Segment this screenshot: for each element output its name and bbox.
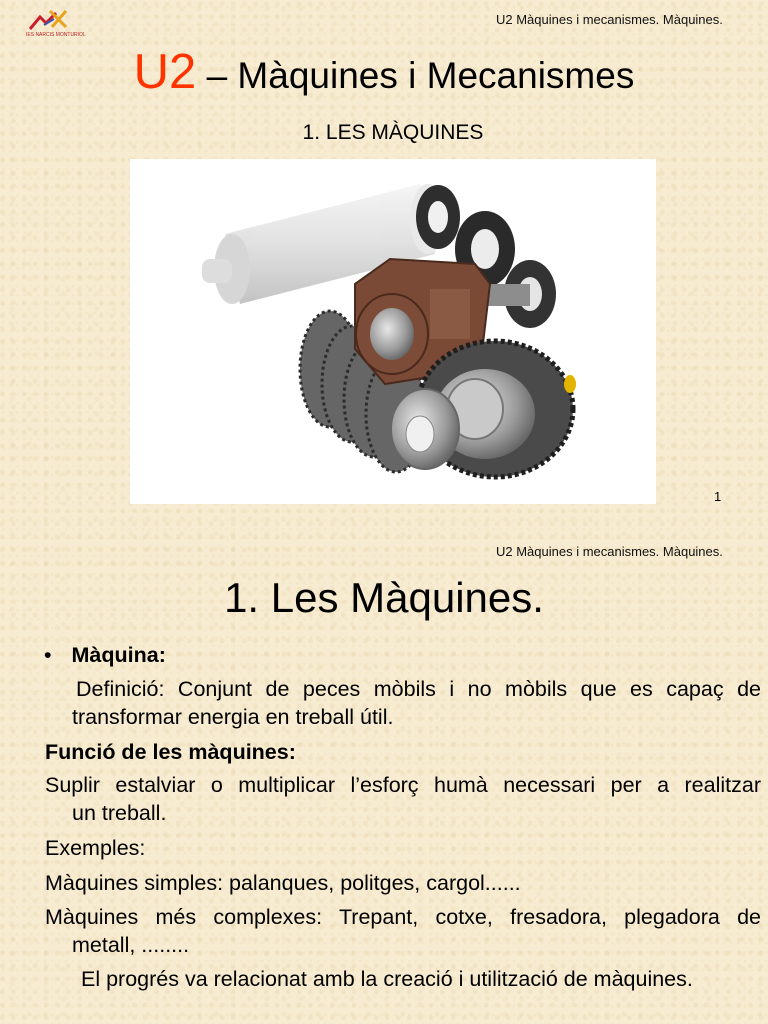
complex-machines-line-1: Màquines més complexes: Trepant, cotxe, fresadora, plegadora de (45, 905, 761, 929)
examples-label: Exemples: (45, 836, 146, 860)
title-text: – Màquines i Mecanismes (196, 55, 635, 96)
slide1-title (0, 44, 768, 100)
logo-caption: IES NARCIS MONTURIOL (26, 32, 86, 38)
bullet-icon: • (44, 643, 52, 667)
function-line-2: un treball. (72, 801, 167, 825)
gearbox-illustration (130, 159, 656, 504)
definition-line-1: Definició: Conjunt de peces mòbils i no mòbils que es capaç de (76, 677, 761, 701)
definition-line-2: transformar energia en treball útil. (72, 705, 394, 729)
function-line-1: Suplir estalviar o multiplicar l’esforç humà necessari per a realitzar (45, 773, 761, 797)
slide2-header: U2 Màquines i mecanismes. Màquines. (496, 544, 723, 559)
page-number: 1 (714, 489, 722, 504)
progress-line: El progrés va relacionat amb la creació i utilització de màquines. (81, 967, 693, 991)
function-heading-text: Funció de les màquines: (45, 740, 296, 764)
school-logo (26, 7, 86, 39)
complex-machines-line-2: metall, ........ (72, 933, 190, 957)
slide1-subtitle: 1. LES MÀQUINES (302, 121, 484, 144)
slide1-header: U2 Màquines i mecanismes. Màquines. (496, 12, 723, 27)
bullet-term: Màquina: (71, 643, 166, 667)
slide2-title: 1. Les Màquines. (224, 574, 544, 621)
bullet-item-maquina (44, 643, 166, 668)
function-heading (45, 740, 296, 765)
title-unit-label: U2 (133, 45, 197, 99)
simple-machines-line: Màquines simples: palanques, politges, cargol...... (45, 871, 521, 895)
